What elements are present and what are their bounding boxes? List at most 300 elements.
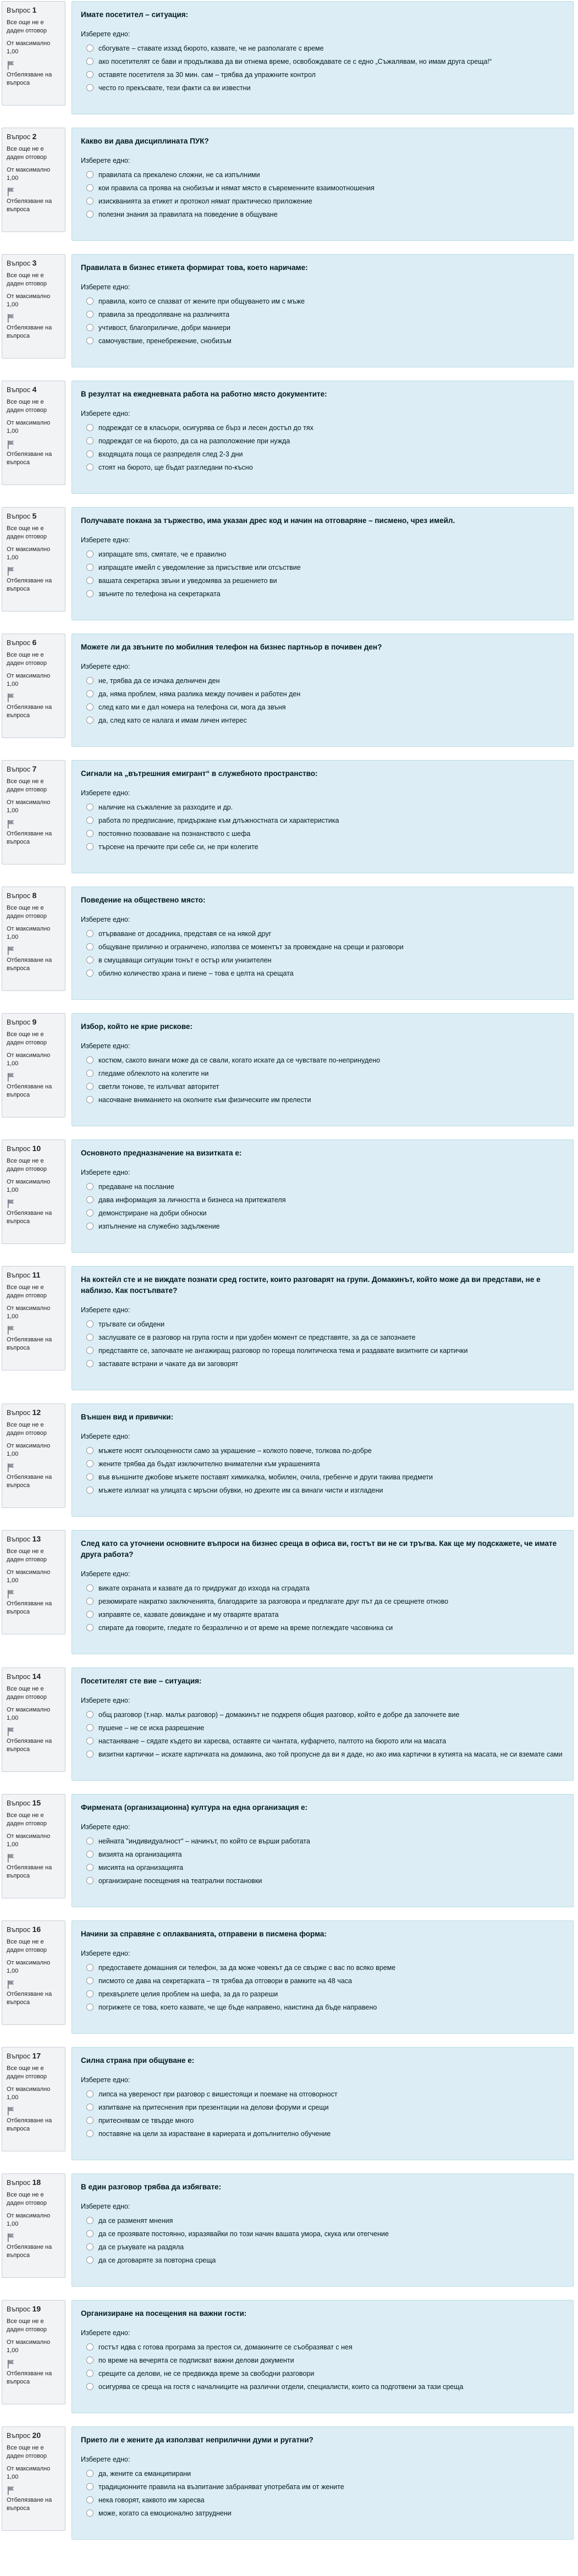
answer-option[interactable] [81,968,564,982]
answer-radio[interactable] [86,84,93,91]
question-content [71,1794,574,1907]
answer-option[interactable] [81,2469,564,2482]
answer-option-text: пушене – не се иска разрешение [98,1724,205,1732]
answer-radio[interactable] [86,311,93,318]
answer-radio[interactable] [86,1320,93,1328]
answer-option-text: срещите са делови, не се предвижда време за свободни разговори [98,2370,315,2377]
answer-option[interactable] [81,183,564,196]
answer-radio[interactable] [86,1990,93,1997]
answer-option[interactable] [81,2382,564,2395]
flag-question-label[interactable]: Отбелязване на въпроса [7,1600,52,1615]
answer-option[interactable] [81,689,564,702]
answer-option[interactable] [81,1459,564,1472]
answer-radio[interactable] [86,943,93,950]
answer-option-text: вашата секретарка звъни и уведомява за решението ви [98,577,277,585]
flag-question-toggle[interactable] [7,1325,60,1352]
answer-radio[interactable] [86,2496,93,2503]
answer-option[interactable] [81,1055,564,1069]
flag-question-toggle[interactable] [7,566,60,593]
flag-icon[interactable] [7,1853,15,1863]
answer-option[interactable] [81,1472,564,1485]
question-number-value: 11 [32,1270,41,1279]
answer-option[interactable] [81,2129,564,2142]
answer-option[interactable] [81,1863,564,1876]
answer-option[interactable] [81,1623,564,1636]
flag-question-toggle[interactable] [7,1853,60,1880]
flag-question-toggle[interactable] [7,1589,60,1616]
answer-radio[interactable] [86,1964,93,1971]
answer-option[interactable] [81,2002,564,2016]
answer-radio[interactable] [86,1624,93,1631]
answer-radio[interactable] [86,2243,93,2250]
answer-option[interactable] [81,436,564,449]
answer-radio[interactable] [86,1598,93,1605]
answer-option-text: кои правила са проява на снобизъм и нямат място в съвременните взаимоотношения [98,184,375,192]
flag-icon[interactable] [7,1199,15,1208]
question-block [0,1013,578,1126]
question-label: Въпрос [7,2052,31,2060]
question-number-value: 19 [32,2304,41,2313]
answer-option-text: правила, които се спазват от жените при общуването им с мъже [98,298,305,305]
flag-question-toggle[interactable] [7,187,60,214]
answer-radio[interactable] [86,830,93,837]
flag-question-toggle[interactable] [7,60,60,87]
answer-radio[interactable] [86,970,93,977]
flag-question-label[interactable]: Отбелязване на въпроса [7,2244,52,2259]
answer-option[interactable] [81,70,564,83]
answer-option[interactable] [81,43,564,57]
answer-radio[interactable] [86,690,93,697]
flag-question-label[interactable]: Отбелязване на въпроса [7,830,52,845]
answer-option-text: гледаме облеклото на колегите ни [98,1070,209,1077]
answer-option[interactable] [81,2255,564,2269]
answer-option[interactable] [81,1333,564,1346]
answer-option[interactable] [81,1850,564,1863]
answer-radio[interactable] [86,464,93,471]
question-number [7,1534,60,1544]
answer-radio[interactable] [86,2230,93,2237]
question-label: Въпрос [7,1145,31,1153]
flag-question-toggle[interactable] [7,693,60,720]
answer-radio[interactable] [86,1223,93,1230]
answer-option[interactable] [81,549,564,563]
question-label: Въпрос [7,513,31,520]
flag-question-toggle[interactable] [7,946,60,973]
answer-radio[interactable] [86,450,93,458]
question-content [71,2047,574,2160]
answer-radio[interactable] [86,211,93,218]
answer-radio[interactable] [86,337,93,344]
answer-radio[interactable] [86,1864,93,1871]
flag-question-label[interactable]: Отбелязване на въпроса [7,957,52,972]
answer-option[interactable] [81,1485,564,1499]
answer-radio[interactable] [86,1447,93,1454]
answer-radio[interactable] [86,424,93,431]
answer-option[interactable] [81,1069,564,1082]
question-state: Все още не е даден отговор [7,1031,47,1046]
answer-radio[interactable] [86,703,93,711]
answer-option-text: тръгвате си обидени [98,1320,165,1328]
answer-radio[interactable] [86,1196,93,1203]
answer-option[interactable] [81,2229,564,2242]
answer-option[interactable] [81,463,564,476]
flag-question-toggle[interactable] [7,2233,60,2260]
answer-radio[interactable] [86,803,93,811]
answer-radio[interactable] [86,1851,93,1858]
answer-radio[interactable] [86,551,93,558]
answer-radio[interactable] [86,184,93,191]
question-text: Можете ли да звъните по мобилния телефон на бизнес партньор в почивен ден? [81,643,382,651]
answer-option[interactable] [81,210,564,223]
answer-option-text: заслушвате се в разговор на група гости и при удобен момент се представяте, за да се запознаете [98,1334,416,1341]
answer-radio[interactable] [86,2343,93,2351]
answer-radio[interactable] [86,2370,93,2377]
flag-icon[interactable] [7,1325,15,1335]
question-text: Силна страна при общуване е: [81,2056,195,2065]
answer-radio[interactable] [86,2483,93,2490]
answer-option[interactable] [81,2242,564,2255]
question-max-mark: От максимално 1,00 [7,293,51,308]
question-number [7,1925,60,1935]
flag-question-toggle[interactable] [7,1199,60,1226]
answer-option[interactable] [81,2355,564,2369]
flag-icon[interactable] [7,1589,15,1599]
question-content [71,381,574,494]
answer-prompt: Изберете едно: [81,2329,130,2337]
flag-icon[interactable] [7,440,15,449]
answer-option-text: поставяне на цели за израстване в кариерата и допълнително обучение [98,2130,331,2138]
answer-radio[interactable] [86,1070,93,1077]
flag-icon[interactable] [7,566,15,576]
answer-option[interactable] [81,1963,564,1976]
answer-radio[interactable] [86,2256,93,2264]
flag-icon[interactable] [7,946,15,955]
answer-option[interactable] [81,1723,564,1736]
answer-option[interactable] [81,1195,564,1208]
question-info [2,887,65,991]
answer-option[interactable] [81,1989,564,2002]
answer-radio[interactable] [86,717,93,724]
answer-option-text: сбогувате – ставате иззад бюрото, казвате, че не разполагате с време [98,45,324,52]
answer-option[interactable] [81,2508,564,2522]
flag-icon[interactable] [7,1980,15,1989]
question-block [0,1140,578,1253]
question-content [71,254,574,367]
flag-question-label[interactable]: Отбелязване на въпроса [7,1991,52,2006]
answer-radio[interactable] [86,2357,93,2364]
flag-icon[interactable] [7,2106,15,2116]
answer-option[interactable] [81,2369,564,2382]
flag-question-toggle[interactable] [7,2106,60,2133]
answer-option[interactable] [81,2216,564,2229]
question-number [7,1408,60,1418]
question-block [0,1403,578,1517]
answer-option[interactable] [81,1710,564,1723]
answer-radio[interactable] [86,1347,93,1354]
flag-question-toggle[interactable] [7,1072,60,1099]
answer-option[interactable] [81,1446,564,1459]
question-content [71,1266,574,1390]
answer-option[interactable] [81,802,564,816]
question-block [0,887,578,1000]
answer-radio[interactable] [86,843,93,850]
answer-radio[interactable] [86,58,93,65]
flag-icon[interactable] [7,1072,15,1082]
question-state: Все още не е даден отговор [7,399,47,414]
question-number-value: 4 [32,385,37,394]
answer-options [81,1055,564,1108]
answer-option[interactable] [81,170,564,183]
answer-radio[interactable] [86,1877,93,1884]
flag-question-label[interactable]: Отбелязване на въпроса [7,1738,52,1753]
question-info [2,2300,65,2404]
answer-radio[interactable] [86,197,93,205]
answer-prompt: Изберете едно: [81,2076,130,2084]
answer-option[interactable] [81,1597,564,1610]
flag-question-label[interactable]: Отбелязване на въпроса [7,451,52,466]
answer-radio[interactable] [86,1611,93,1618]
answer-radio[interactable] [86,1737,93,1744]
flag-question-label[interactable]: Отбелязване на въпроса [7,198,52,213]
flag-question-toggle[interactable] [7,1463,60,1490]
answer-option[interactable] [81,1182,564,1195]
flag-icon[interactable] [7,60,15,70]
answer-option[interactable] [81,1583,564,1597]
answer-radio[interactable] [86,590,93,597]
answer-option[interactable] [81,423,564,436]
answer-options [81,296,564,349]
question-content [71,1140,574,1253]
answer-radio[interactable] [86,2383,93,2390]
question-max-mark: От максимално 1,00 [7,2339,51,2354]
answer-option[interactable] [81,2495,564,2508]
question-number [7,891,60,901]
answer-radio[interactable] [86,1096,93,1103]
flag-question-toggle[interactable] [7,313,60,340]
answer-radio[interactable] [86,1711,93,1718]
flag-question-label[interactable]: Отбелязване на въпроса [7,1336,52,1351]
question-number [7,5,60,15]
flag-question-label[interactable]: Отбелязване на въпроса [7,2370,52,2385]
answer-radio[interactable] [86,1360,93,1367]
answer-options [81,676,564,729]
answer-radio[interactable] [86,1584,93,1592]
answer-radio[interactable] [86,71,93,78]
flag-icon[interactable] [7,693,15,702]
answer-option[interactable] [81,2116,564,2129]
flag-icon[interactable] [7,1463,15,1472]
question-state: Все още не е даден отговор [7,2318,47,2333]
flag-question-toggle[interactable] [7,1980,60,2007]
answer-option[interactable] [81,842,564,855]
answer-radio[interactable] [86,324,93,331]
question-max-mark: От максимално 1,00 [7,2086,51,2101]
answer-radio[interactable] [86,956,93,964]
answer-option[interactable] [81,2482,564,2495]
answer-option[interactable] [81,589,564,602]
question-info [2,760,65,865]
answer-option[interactable] [81,1082,564,1095]
question-text: Сигнали на „вътрешния емигрант“ в служебното пространство: [81,769,318,778]
flag-question-label[interactable]: Отбелязване на въпроса [7,1210,52,1225]
answer-radio[interactable] [86,1083,93,1090]
answer-option-text: предаване на послание [98,1183,174,1191]
flag-question-toggle[interactable] [7,1727,60,1754]
answer-option[interactable] [81,2089,564,2102]
flag-question-toggle[interactable] [7,2486,60,2513]
answer-radio[interactable] [86,2117,93,2124]
question-info [2,2426,65,2531]
answer-option[interactable] [81,715,564,729]
question-label: Въпрос [7,2432,31,2440]
answer-option[interactable] [81,955,564,968]
answer-radio[interactable] [86,1487,93,1494]
answer-radio[interactable] [86,1334,93,1341]
answer-option-text: предоставете домашния си телефон, за да може човекът да се свърже с вас по всяко време [98,1964,396,1972]
flag-icon[interactable] [7,2233,15,2242]
answer-option[interactable] [81,336,564,349]
question-text: Правилата в бизнес етикета формират това, което наричаме: [81,263,308,272]
flag-question-toggle[interactable] [7,2359,60,2386]
flag-question-label[interactable]: Отбелязване на въпроса [7,324,52,339]
flag-question-label[interactable]: Отбелязване на въпроса [7,2497,52,2512]
flag-icon[interactable] [7,1727,15,1736]
flag-question-label[interactable]: Отбелязване на въпроса [7,704,52,719]
flag-question-label[interactable]: Отбелязване на въпроса [7,71,52,86]
answer-option[interactable] [81,1319,564,1333]
flag-question-label[interactable]: Отбелязване на въпроса [7,1474,52,1489]
answer-option[interactable] [81,563,564,576]
answer-option-text: изправяте се, казвате довиждане и му отваряте вратата [98,1611,279,1619]
answer-option[interactable] [81,1359,564,1372]
answer-option[interactable] [81,57,564,70]
flag-question-label[interactable]: Отбелязване на въпроса [7,1864,52,1879]
answer-radio[interactable] [86,1183,93,1190]
flag-icon[interactable] [7,2359,15,2369]
flag-icon[interactable] [7,187,15,196]
answer-option-text: звъните по телефона на секретарката [98,590,221,598]
answer-radio[interactable] [86,2217,93,2224]
answer-radio[interactable] [86,1473,93,1480]
answer-radio[interactable] [86,45,93,52]
question-label: Въпрос [7,639,31,647]
question-state: Все още не е даден отговор [7,1939,47,1953]
answer-option[interactable] [81,829,564,842]
question-block [0,507,578,620]
answer-option[interactable] [81,323,564,336]
flag-question-label[interactable]: Отбелязване на въпроса [7,1083,52,1098]
question-label: Въпрос [7,1799,31,1807]
answer-option-text: подреждат се на бюрото, да са на разположение при нужда [98,437,290,445]
answer-radio[interactable] [86,817,93,824]
answer-option[interactable] [81,1836,564,1850]
question-number [7,258,60,268]
answer-option-text: по време на вечерята се подписват важни делови документи [98,2357,294,2364]
answer-radio[interactable] [86,577,93,584]
question-state: Все още не е даден отговор [7,905,47,920]
answer-radio[interactable] [86,1837,93,1845]
answer-option[interactable] [81,2102,564,2116]
answer-radio[interactable] [86,2470,93,2477]
question-content [71,2300,574,2413]
answer-radio[interactable] [86,1460,93,1467]
answer-option[interactable] [81,1221,564,1235]
answer-option-text: полезни знания за правилата на поведение в общуване [98,211,278,218]
answer-option[interactable] [81,816,564,829]
flag-icon[interactable] [7,819,15,829]
answer-option[interactable] [81,1346,564,1359]
answer-option-text: насочване вниманието на околните към физическите им прелести [98,1096,311,1104]
answer-option[interactable] [81,196,564,210]
answer-option[interactable] [81,1749,564,1763]
answer-option-text: стоят на бюрото, ще бъдат разгледани по-късно [98,464,253,471]
answer-option[interactable] [81,83,564,96]
answer-option[interactable] [81,2342,564,2355]
answer-option-text: демонстриране на добри обноски [98,1209,207,1217]
answer-radio[interactable] [86,2130,93,2137]
flag-question-toggle[interactable] [7,440,60,467]
answer-option[interactable] [81,1208,564,1221]
answer-option[interactable] [81,1976,564,1989]
answer-radio[interactable] [86,1209,93,1217]
answer-radio[interactable] [86,564,93,571]
flag-icon[interactable] [7,313,15,323]
answer-radio[interactable] [86,2090,93,2098]
answer-option-text: мисията на организацията [98,1864,184,1872]
answer-option[interactable] [81,296,564,310]
answer-radio[interactable] [86,2509,93,2517]
flag-question-label[interactable]: Отбелязване на въпроса [7,577,52,592]
answer-radio[interactable] [86,298,93,305]
flag-question-toggle[interactable] [7,819,60,846]
answer-option[interactable] [81,1736,564,1749]
answer-radio[interactable] [86,1977,93,1984]
answer-radio[interactable] [86,1751,93,1758]
question-number-value: 16 [32,1925,41,1934]
answer-option[interactable] [81,1876,564,1889]
question-number-value: 18 [32,2178,41,2187]
answer-option[interactable] [81,1610,564,1623]
answer-option[interactable] [81,702,564,715]
answer-radio[interactable] [86,2003,93,2011]
answer-option[interactable] [81,942,564,955]
answer-radio[interactable] [86,930,93,937]
question-max-mark: От максимално 1,00 [7,2465,51,2480]
answer-radio[interactable] [86,437,93,444]
answer-option[interactable] [81,676,564,689]
answer-prompt: Изберете едно: [81,1950,130,1957]
answer-option[interactable] [81,449,564,463]
answer-radio[interactable] [86,1724,93,1731]
answer-option[interactable] [81,929,564,942]
answer-option[interactable] [81,310,564,323]
answer-option[interactable] [81,1095,564,1108]
answer-prompt: Изберете едно: [81,1306,130,1314]
question-max-mark: От максимално 1,00 [7,167,51,181]
question-state: Все още не е даден отговор [7,778,47,793]
flag-question-label[interactable]: Отбелязване на въпроса [7,2117,52,2132]
question-content [71,1920,574,2034]
flag-icon[interactable] [7,2486,15,2495]
answer-radio[interactable] [86,677,93,684]
answer-option[interactable] [81,576,564,589]
answer-options [81,1446,564,1499]
answer-radio[interactable] [86,2104,93,2111]
answer-prompt: Изберете едно: [81,1042,130,1050]
answer-radio[interactable] [86,1056,93,1064]
answer-radio[interactable] [86,171,93,178]
question-number-value: 7 [32,764,37,773]
